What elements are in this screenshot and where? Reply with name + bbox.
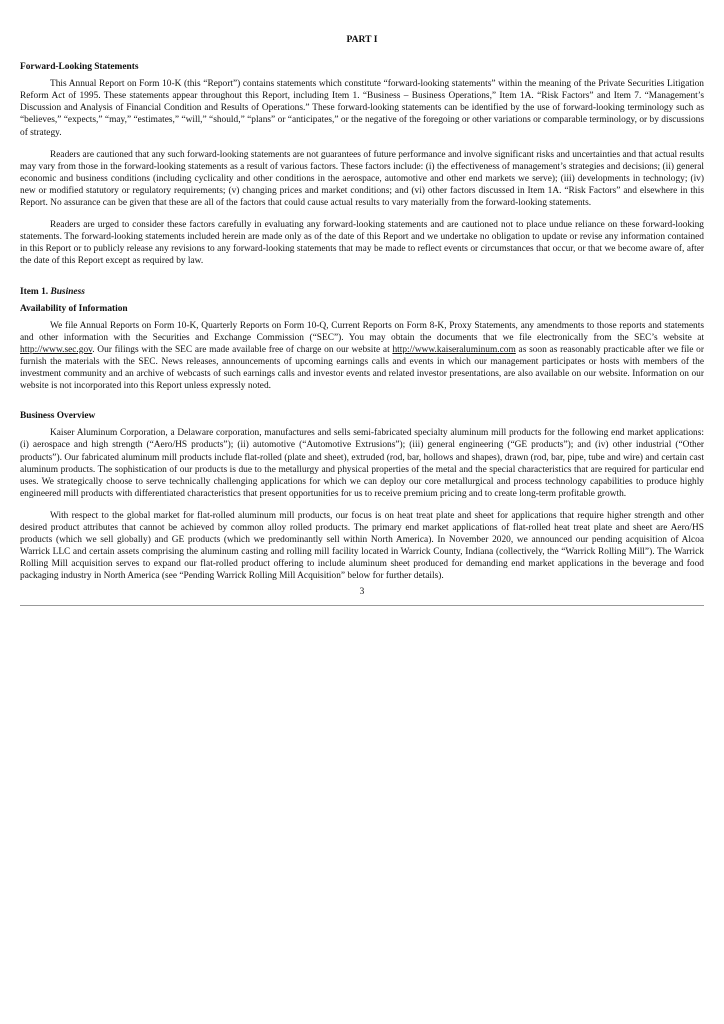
availability-text-2: . Our filings with the SEC are made available free of charge on our website at [92, 344, 393, 355]
forward-looking-heading: Forward-Looking Statements [20, 62, 139, 73]
business-overview-paragraph-2: With respect to the global market for flat-rolled aluminum mill products, our focus is on heat treat plate and sheet for applications that require higher strength and other desired product attributes that cannot be achieved by common alloy rolled products. The primary end market applications of flat-rolled heat treat plate and sheet are Aero/HS products (which we sell globally) and GE products (which we predominantly sell within North America). In November 2020, we announced our pending acquisition of Alcoa Warrick LLC and certain assets comprising the aluminum casting and rolling mill facility located in Warrick County, Indiana (collectively, the “Warrick Rolling Mill”). The Warrick Rolling Mill acquisition serves to expand our flat-rolled product offering to include aluminum sheet produced for demanding end market applications in the beverage and food packaging industry in North America (see “Pending Warrick Rolling Mill Acquisition” below for further details). [20, 510, 704, 582]
availability-text-3: as soon as reasonably practicable after we file or furnish the materials with the SEC. News releases, announcements of upcoming earnings calls and events in which our management participates or hosts with members of the investment community and an archive of webcasts of such earnings calls and investor events and related investor presentations, are also available on our website. Information on our website is not incorporated into this Report unless expressly noted. [20, 344, 704, 392]
forward-looking-paragraph-3: Readers are urged to consider these factors carefully in evaluating any forward-looking statements and are cautioned not to place undue reliance on these forward-looking statements. The forward-looking statements included herein are made only as of the date of this Report and we undertake no obligation to update or revise any information contained in this Report or to publicly release any revisions to any forward-looking statements that may be made to reflect events or circumstances that occur, or that we become aware of, after the date of this Report except as required by law. [20, 220, 704, 267]
business-overview-heading: Business Overview [20, 411, 96, 422]
item-1-heading [20, 286, 704, 298]
item-1-label: Item 1. [20, 286, 49, 297]
business-overview-paragraph-1: Kaiser Aluminum Corporation, a Delaware corporation, manufactures and sells semi-fabricated specialty aluminum mill products for the following end market applications: (i) aerospace and high strength (“Aero/HS products”); (ii) automotive (“Automotive Extrusions”); (iii) general engineering (“GE products”); and (iv) other industrial (“Other products”). Our fabricated aluminum mill products include flat-rolled (plate and sheet), extruded (rod, bar, hollows and shapes), drawn (rod, bar, pipe, tube and wire) and certain cast aluminum products. The sophistication of our products is due to the metallurgy and physical properties of the metal and the special characteristics that are required for particular end uses. We strategically choose to serve technically challenging applications for which we can deploy our core metallurgical and process technology capabilities to produce highly engineered mill products with differentiated characteristics that present opportunities for us to receive premium pricing and to create long-term profitable growth. [20, 428, 704, 499]
availability-text-1: We file Annual Reports on Form 10-K, Quarterly Reports on Form 10-Q, Current Reports on Form 8-K, Proxy Statements, any amendments to those reports and statements and other information with the Securities and Exchange Commission (“SEC”). You may obtain the documents that we file electronically from the SEC’s website at [20, 320, 704, 343]
item-1-title: Business [50, 286, 85, 297]
sec-website-link[interactable]: http://www.sec.gov [20, 344, 93, 355]
availability-heading: Availability of Information [20, 303, 128, 314]
page-divider [20, 605, 704, 606]
availability-paragraph [20, 320, 704, 393]
kaiser-website-link[interactable]: http://www.kaiseraluminum.com [392, 344, 516, 355]
forward-looking-paragraph-1: This Annual Report on Form 10-K (this “Report”) contains statements which constitute “forward-looking statements” within the meaning of the Private Securities Litigation Reform Act of 1995. These statements appear throughout this Report, including Item 1. “Business – Business Operations,” Item 1A. “Risk Factors” and Item 7. “Management’s Discussion and Analysis of Financial Condition and Results of Operations.” These forward-looking statements can be identified by the use of forward-looking terminology such as “believes,” “expects,” “may,” “estimates,” “will,” “should,” “plans” or “anticipates,” or the negative of the foregoing or other variations or comparable terminology, or by discussions of strategy. [20, 79, 704, 138]
page-number: 3 [359, 587, 365, 598]
document-page [20, 34, 704, 610]
forward-looking-paragraph-2: Readers are cautioned that any such forward-looking statements are not guarantees of future performance and involve significant risks and uncertainties and that actual results may vary from those in the forward-looking statements as a result of various factors. These factors include: (i) the effectiveness of management’s strategies and decisions; (ii) general economic and business conditions (including cyclicality and other conditions in the aerospace, automotive and other end markets we serve); (iii) developments in technology; (iv) new or modified statutory or regulatory requirements; (v) changing prices and market conditions; and (vi) other factors discussed in Item 1A. “Risk Factors” and elsewhere in this Report. No assurance can be given that these are all of the factors that could cause actual results to vary materially from the forward-looking statements. [20, 149, 704, 209]
part-title: PART I [346, 34, 378, 45]
